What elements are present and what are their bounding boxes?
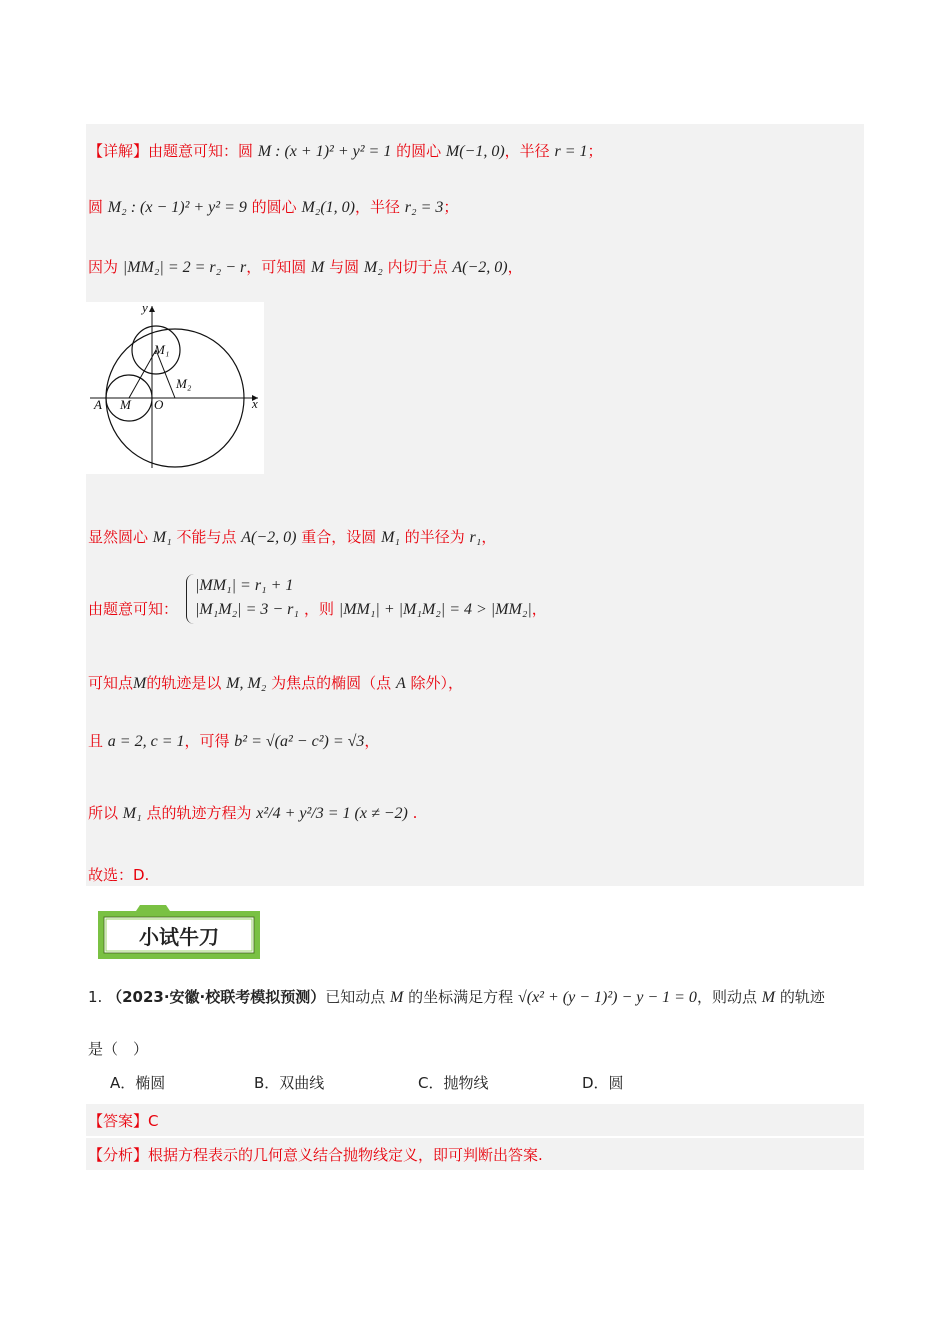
equation-system: |MM₁| = r₁ + 1 |M₁M₂| = 3 − r₁ [186, 574, 299, 624]
answer-value: C [148, 1112, 159, 1130]
distance-equation: |MM₂| = 2 = r₂ − r [122, 259, 247, 276]
label-o: O [154, 397, 164, 412]
sum-distance-equation: |MM₁| + |M₁M₂| = 4 > |MM₂| [338, 601, 532, 618]
label-y: y [142, 302, 148, 315]
question-number: 1. [88, 988, 103, 1006]
option-a[interactable]: A．椭圆 [110, 1074, 166, 1092]
ellipse-equation: x²/4 + y²/3 = 1 (x ≠ −2) [256, 805, 408, 822]
solution-line-3: 因为 |MM₂| = 2 = r₂ − r，可知圆 M 与圆 M₂ 内切于点 A(−2, 0)， [88, 258, 523, 276]
question-line-2: 是（ ） [88, 1040, 149, 1058]
solution-line-2: 圆 M₂ : (x − 1)² + y² = 9 的圆心 M₂(1, 0)，半径 r₂ = 3； [88, 198, 459, 216]
question-equation: √(x² + (y − 1)²) − y − 1 = 0 [517, 989, 697, 1006]
b-squared-equation: b² = √(a² − c²) = √3 [234, 733, 365, 750]
a-c-values: a = 2, c = 1 [107, 733, 185, 750]
option-c[interactable]: C．抛物线 [418, 1074, 489, 1092]
option-d[interactable]: D．圆 [582, 1074, 624, 1092]
analysis-line: 【分析】根据方程表示的几何意义结合抛物线定义，即可判断出答案. [88, 1146, 543, 1164]
solution-line-1: 【详解】由题意可知：圆 M : (x + 1)² + y² = 1 的圆心 M(−1, 0)，半径 r = 1； [88, 142, 603, 160]
solution-line-8: 所以 M₁ 点的轨迹方程为 x²/4 + y²/3 = 1 (x ≠ −2) . [88, 804, 418, 822]
solution-line-4: 显然圆心 M₁ 不能与点 A(−2, 0) 重合，设圆 M₁ 的半径为 r₁， [88, 528, 497, 546]
geometry-figure [86, 302, 264, 474]
answer-line: 【答案】C [88, 1112, 159, 1130]
solution-line-5-tail: ，则 |MM₁| + |M₁M₂| = 4 > |MM₂|， [304, 600, 547, 618]
label-x: x [252, 396, 258, 411]
tangent-point: A(−2, 0) [452, 259, 508, 276]
center-m2: M₂(1, 0) [301, 199, 355, 216]
foci: M, M₂ [226, 675, 267, 692]
radius-r: r = 1 [554, 143, 588, 160]
label-m: M [120, 397, 131, 412]
point-a: A(−2, 0) [241, 529, 297, 546]
radius-r2: r₂ = 3 [404, 199, 444, 216]
solution-line-6: 可知点M的轨迹是以 M, M₂ 为焦点的椭圆（点 A 除外）， [88, 674, 464, 692]
label-m2: M₂ [176, 376, 192, 391]
center-m: M(−1, 0) [445, 143, 505, 160]
badge-text: 小试牛刀 [139, 925, 219, 949]
solution-box [86, 124, 864, 886]
question-source: （2023·安徽·校联考模拟预测） [107, 988, 326, 1006]
solution-line-5: 由题意可知： [88, 600, 179, 618]
detail-tag: 【详解】 [88, 142, 149, 160]
badge-frame [96, 903, 262, 961]
circles-diagram [86, 302, 264, 474]
circle-m-equation: M : (x + 1)² + y² = 1 [257, 143, 392, 160]
final-choice: 故选：D. [88, 866, 150, 884]
analysis-text: 根据方程表示的几何意义结合抛物线定义，即可判断出答案. [148, 1146, 543, 1164]
question-line-1: 1. （2023·安徽·校联考模拟预测）已知动点 M 的坐标满足方程 √(x² + (y − 1)²) − y − 1 = 0，则动点 M 的轨迹 [88, 988, 825, 1006]
section-badge [96, 903, 262, 961]
option-b[interactable]: B．双曲线 [254, 1074, 325, 1092]
label-m1: M₁ [154, 342, 170, 357]
solution-line-7: 且 a = 2, c = 1，可得 b² = √(a² − c²) = √3， [88, 732, 380, 750]
answer-box [86, 1104, 864, 1136]
circle-m2-equation: M₂ : (x − 1)² + y² = 9 [107, 199, 247, 216]
label-a: A [94, 397, 102, 412]
